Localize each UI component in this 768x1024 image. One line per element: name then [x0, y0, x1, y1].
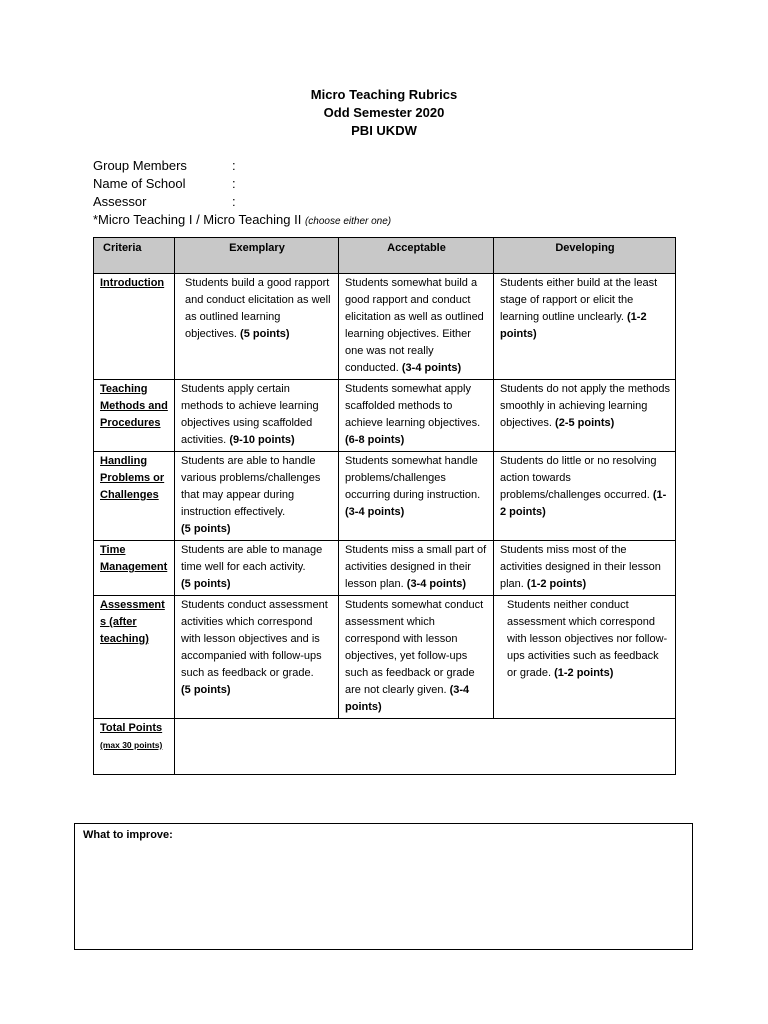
points-label: (2-5 points): [555, 417, 615, 429]
criteria-cell: Teaching Methods and Procedures: [94, 380, 175, 452]
what-to-improve-label: What to improve:: [83, 829, 173, 841]
header-acceptable: Acceptable: [339, 238, 494, 274]
colon: :: [232, 158, 236, 173]
points-label: (9-10 points): [229, 434, 295, 446]
total-points-cell: [94, 719, 175, 775]
table-row: [94, 452, 676, 541]
program-label: PBI UKDW: [351, 123, 417, 138]
total-points-note: (max 30 points): [100, 740, 163, 750]
document-title: Micro Teaching Rubrics: [310, 87, 458, 102]
micro-teaching-row: [93, 211, 391, 231]
exemplary-cell: Students are able to handle various problems/challenges that may appear during instruction effectively. (5 points): [175, 452, 339, 541]
points-label: (1-2 points): [500, 311, 647, 340]
total-points-label: Total Points: [100, 722, 163, 734]
total-row: [94, 719, 676, 775]
assessor-label: Assessor: [93, 194, 147, 209]
developing-cell: Students do little or no resolving action towards problems/challenges occurred. (1-2 points): [494, 452, 676, 541]
acceptable-cell: Students somewhat conduct assessment which correspond with lesson objectives, yet follow-ups such as feedback or grade are not clearly given. (3-4 points): [339, 596, 494, 719]
school-row: [93, 175, 391, 193]
table-row: [94, 596, 676, 719]
criteria-cell: Assessments (after teaching): [94, 596, 175, 719]
header-criteria: Criteria: [94, 238, 175, 274]
criteria-cell: Introduction: [94, 274, 175, 380]
assessor-row: [93, 193, 391, 211]
header-exemplary: Exemplary: [175, 238, 339, 274]
total-points-value[interactable]: [175, 719, 676, 775]
what-to-improve-box[interactable]: [74, 823, 693, 950]
micro-teaching-label: *Micro Teaching I / Micro Teaching II: [93, 212, 302, 227]
points-label: (5 points): [240, 328, 290, 340]
exemplary-cell: Students apply certain methods to achieve learning objectives using scaffolded activities. (9-10 points): [175, 380, 339, 452]
semester-label: Odd Semester 2020: [323, 105, 445, 120]
points-label: (1-2 points): [526, 578, 587, 590]
table-row: [94, 274, 676, 380]
table-header-row: [94, 238, 676, 274]
points-label: (1-2 points): [500, 489, 667, 518]
points-label: (6-8 points): [345, 434, 405, 446]
developing-cell: Students miss most of the activities designed in their lesson plan. (1-2 points): [494, 541, 676, 596]
points-label: (3-4 points): [345, 506, 405, 518]
acceptable-cell: Students somewhat build a good rapport and conduct elicitation as well as outlined learning objectives. Either one was not really conducted. (3-4 points): [339, 274, 494, 380]
group-members-label: Group Members: [93, 158, 187, 173]
points-label: (5 points): [181, 578, 231, 590]
table-row: [94, 380, 676, 452]
exemplary-cell: Students are able to manage time well for each activity. (5 points): [175, 541, 339, 596]
exemplary-cell: Students build a good rapport and conduct elicitation as well as outlined learning objectives. (5 points): [175, 274, 339, 380]
points-label: (3-4 points): [345, 684, 470, 713]
developing-cell: Students neither conduct assessment which correspond with lesson objectives nor follow-ups activities such as feedback or grade. (1-2 points): [494, 596, 676, 719]
points-label: (5 points): [181, 684, 231, 696]
criteria-cell: Time Management: [94, 541, 175, 596]
colon: :: [232, 176, 236, 191]
criteria-cell: Handling Problems or Challenges: [94, 452, 175, 541]
developing-cell: Students either build at the least stage of rapport or elicit the learning outline unclearly. (1-2 points): [494, 274, 676, 380]
document-header: [0, 86, 768, 140]
exemplary-cell: Students conduct assessment activities which correspond with lesson objectives and is accompanied with follow-ups such as feedback or grade. (5 points): [175, 596, 339, 719]
table-row: [94, 541, 676, 596]
points-label: (1-2 points): [554, 667, 614, 679]
group-members-row: [93, 157, 391, 175]
acceptable-cell: Students somewhat handle problems/challenges occurring during instruction. (3-4 points): [339, 452, 494, 541]
acceptable-cell: Students miss a small part of activities designed in their lesson plan. (3-4 points): [339, 541, 494, 596]
acceptable-cell: Students somewhat apply scaffolded methods to achieve learning objectives. (6-8 points): [339, 380, 494, 452]
header-developing: Developing: [494, 238, 676, 274]
choose-note: (choose either one): [304, 216, 392, 227]
meta-fields: [93, 157, 391, 231]
developing-cell: Students do not apply the methods smoothly in achieving learning objectives. (2-5 points): [494, 380, 676, 452]
points-label: (3-4 points): [401, 362, 462, 374]
points-label: (3-4 points): [406, 578, 467, 590]
points-label: (5 points): [181, 523, 231, 535]
school-label: Name of School: [93, 176, 186, 191]
colon: :: [232, 194, 236, 209]
rubric-table: [93, 237, 676, 775]
